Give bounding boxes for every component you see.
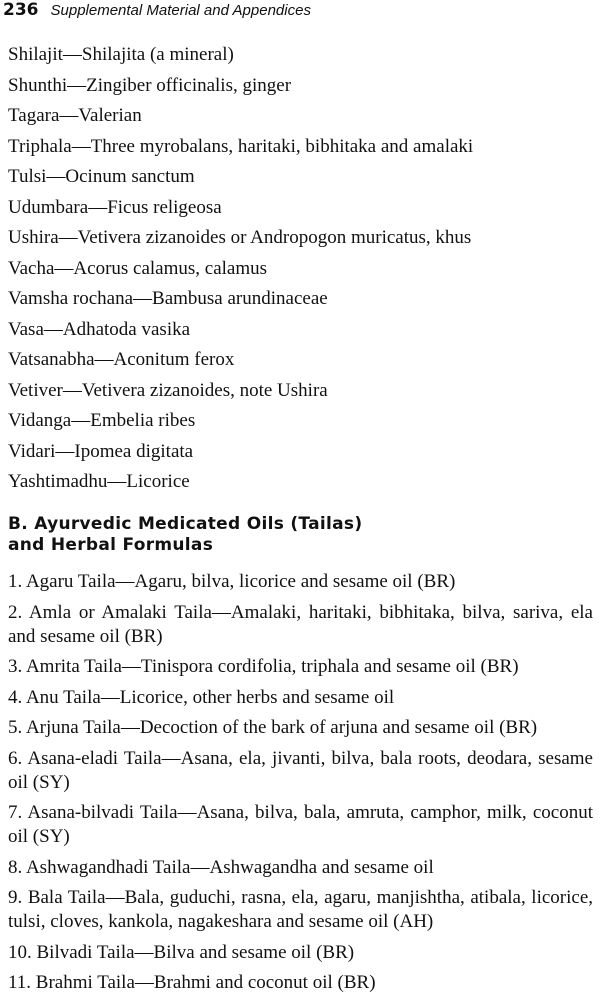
- section-heading: [8, 514, 593, 556]
- formula-item: 7. Asana-bilvadi Taila—Asana, bilva, bala, amruta, camphor, milk, coconut oil (SY): [8, 802, 593, 847]
- herb-glossary-list: [8, 40, 593, 498]
- glossary-entry: Triphala—Three myrobalans, haritaki, bibhitaka and amalaki: [8, 135, 474, 157]
- formula-item: 5. Arjuna Taila—Decoction of the bark of arjuna and sesame oil (BR): [8, 717, 538, 738]
- formula-item: 9. Bala Taila—Bala, guduchi, rasna, ela, agaru, manjishtha, atibala, licorice, tulsi, cloves, kankola, nagakeshara and sesame oil (AH): [8, 887, 593, 932]
- glossary-entry: Tulsi—Ocinum sanctum: [8, 166, 195, 187]
- section-heading-line-1: B. Ayurvedic Medicated Oils (Tailas): [8, 514, 363, 534]
- formula-item: 6. Asana-eladi Taila—Asana, ela, jivanti, bilva, bala roots, deodara, sesame oil (SY): [8, 747, 593, 793]
- glossary-entry: Vetiver—Vetivera zizanoides, note Ushira: [8, 379, 328, 401]
- glossary-entry: Udumbara—Ficus religeosa: [8, 196, 222, 218]
- formula-item: 10. Bilvadi Taila—Bilva and sesame oil (BR): [8, 941, 355, 963]
- formula-list: [8, 570, 593, 1002]
- glossary-entry: Vacha—Acorus calamus, calamus: [8, 257, 268, 279]
- section-heading-line-2: and Herbal Formulas: [8, 535, 214, 555]
- glossary-entry: Shilajit—Shilajita (a mineral): [8, 44, 234, 65]
- page-number: 236: [3, 0, 39, 20]
- formula-item: 2. Amla or Amalaki Taila—Amalaki, haritaki, bibhitaka, bilva, sariva, ela and sesame oil (BR): [8, 601, 593, 647]
- glossary-entry: Ushira—Vetivera zizanoides or Andropogon muricatus, khus: [8, 227, 472, 248]
- glossary-entry: Vasa—Adhatoda vasika: [8, 318, 191, 340]
- running-title: Supplemental Material and Appendices: [50, 2, 311, 19]
- glossary-entry: Yashtimadhu—Licorice: [8, 471, 190, 492]
- glossary-entry: Shunthi—Zingiber officinalis, ginger: [8, 74, 292, 96]
- glossary-entry: Tagara—Valerian: [8, 105, 142, 126]
- glossary-entry: Vamsha rochana—Bambusa arundinaceae: [8, 288, 328, 309]
- formula-item: 4. Anu Taila—Licorice, other herbs and sesame oil: [8, 686, 395, 708]
- formula-item: 11. Brahmi Taila—Brahmi and coconut oil (BR): [8, 972, 376, 993]
- formula-item: 3. Amrita Taila—Tinispora cordifolia, triphala and sesame oil (BR): [8, 656, 519, 677]
- formula-item: 8. Ashwagandhadi Taila—Ashwagandha and sesame oil: [8, 856, 434, 878]
- glossary-entry: Vidari—Ipomea digitata: [8, 440, 194, 462]
- glossary-entry: Vidanga—Embelia ribes: [8, 410, 196, 431]
- formula-item: 1. Agaru Taila—Agaru, bilva, licorice and sesame oil (BR): [8, 571, 456, 592]
- page-header: [3, 0, 311, 22]
- glossary-entry: Vatsanabha—Aconitum ferox: [8, 349, 235, 370]
